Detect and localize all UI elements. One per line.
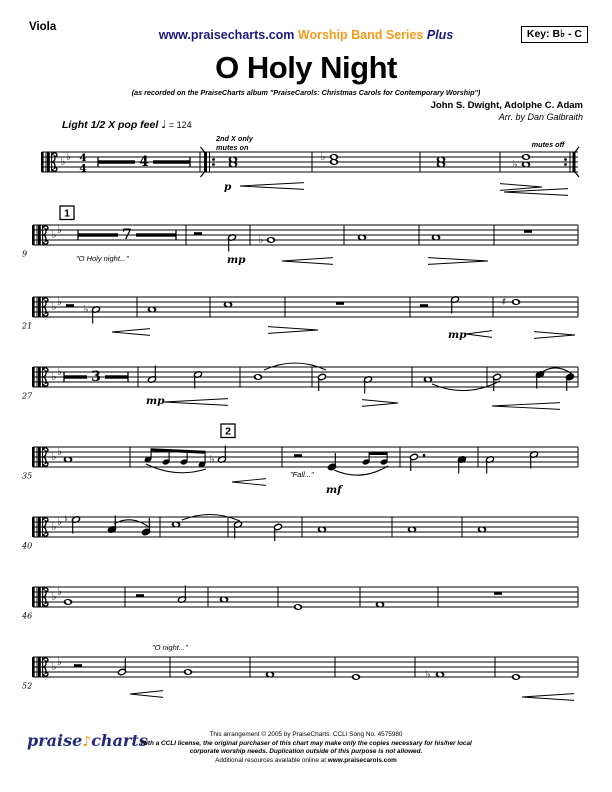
svg-text:mp: mp bbox=[146, 395, 165, 407]
svg-text:♭: ♭ bbox=[57, 655, 62, 668]
svg-text:4: 4 bbox=[79, 162, 87, 175]
tempo-bpm: = 124 bbox=[166, 120, 192, 130]
svg-text:♭: ♭ bbox=[320, 151, 326, 164]
page-title: O Holy Night bbox=[215, 50, 397, 85]
svg-text:♭: ♭ bbox=[57, 365, 62, 378]
svg-text:1: 1 bbox=[64, 207, 70, 220]
svg-text:♭: ♭ bbox=[209, 453, 215, 466]
svg-text:mp: mp bbox=[227, 254, 246, 266]
svg-text:4: 4 bbox=[139, 154, 149, 171]
svg-text:♭: ♭ bbox=[83, 303, 89, 316]
svg-text:"O Holy night...": "O Holy night..." bbox=[76, 254, 129, 263]
svg-text:♭: ♭ bbox=[51, 660, 57, 673]
svg-text:2nd X only: 2nd X only bbox=[216, 134, 253, 143]
svg-text:35: 35 bbox=[22, 471, 33, 481]
svg-text:4: 4 bbox=[79, 151, 87, 164]
svg-text:7: 7 bbox=[122, 227, 132, 244]
svg-text:♭: ♭ bbox=[57, 223, 62, 236]
svg-text:♭: ♭ bbox=[51, 520, 57, 533]
svg-text:♭: ♭ bbox=[60, 155, 66, 168]
banner-plus: Plus bbox=[426, 28, 454, 42]
music-system-6 bbox=[21, 514, 578, 551]
svg-text:♭: ♭ bbox=[66, 150, 71, 163]
copyright-line2: With a CCLI license, the original purchaser of this chart may make only the copies necessary for his/her local bbox=[140, 739, 472, 747]
arranger-name: Arr. by Dan Galbraith bbox=[498, 111, 583, 122]
music-system-8 bbox=[22, 643, 578, 700]
music-system-5 bbox=[22, 446, 578, 497]
svg-text:♭: ♭ bbox=[57, 295, 62, 308]
music-note-icon: ♪ bbox=[82, 734, 92, 750]
svg-text:"Fall...": "Fall..." bbox=[290, 470, 314, 479]
svg-text:p: p bbox=[224, 181, 232, 193]
svg-text:"O night...": "O night..." bbox=[152, 643, 188, 652]
svg-text:mutes on: mutes on bbox=[216, 143, 249, 152]
svg-text:mp: mp bbox=[448, 329, 467, 341]
svg-text:♭: ♭ bbox=[51, 450, 57, 463]
music-system-7 bbox=[21, 586, 578, 621]
svg-text:21: 21 bbox=[22, 321, 33, 331]
svg-text:mutes off: mutes off bbox=[531, 140, 565, 149]
svg-text:40: 40 bbox=[22, 541, 33, 551]
svg-text:♭: ♭ bbox=[51, 300, 57, 313]
key-box: Key: B♭ - C bbox=[521, 26, 588, 43]
svg-text:3: 3 bbox=[91, 369, 101, 386]
quarter-note-icon: ♩ bbox=[161, 118, 167, 131]
svg-text:♭: ♭ bbox=[258, 234, 264, 247]
svg-text:♭: ♭ bbox=[425, 668, 431, 681]
copyright-line3: corporate worship needs. Duplication outside of this purpose is not allowed. bbox=[189, 748, 423, 756]
svg-text:2: 2 bbox=[225, 425, 231, 438]
composer-names: John S. Dwight, Adolphe C. Adam bbox=[430, 100, 583, 111]
svg-text:52: 52 bbox=[22, 681, 33, 691]
svg-text:9: 9 bbox=[22, 249, 28, 259]
svg-text:♮: ♮ bbox=[64, 513, 68, 526]
logo-charts: charts bbox=[91, 731, 148, 750]
svg-text:mf: mf bbox=[326, 484, 342, 496]
svg-text:♯: ♯ bbox=[501, 296, 507, 309]
svg-text:46: 46 bbox=[22, 611, 33, 621]
svg-text:♭: ♭ bbox=[57, 585, 62, 598]
svg-text:♭: ♭ bbox=[51, 590, 57, 603]
banner-series: Worship Band Series bbox=[294, 28, 427, 42]
music-system-1 bbox=[41, 134, 579, 195]
music-system-4 bbox=[21, 363, 578, 438]
instrument-label: Viola bbox=[29, 21, 57, 33]
music-system-3 bbox=[21, 296, 578, 341]
svg-text:♭: ♭ bbox=[57, 515, 62, 528]
svg-text:♭: ♭ bbox=[51, 228, 57, 241]
copyright-block bbox=[120, 731, 492, 766]
banner-url: www.praisecharts.com bbox=[158, 28, 295, 42]
svg-text:27: 27 bbox=[22, 391, 33, 401]
music-system-2 bbox=[22, 206, 578, 266]
album-subtitle: (as recorded on the PraiseCharts album "PraiseCarols: Christmas Carols for Contemporary Worship") bbox=[131, 88, 481, 97]
tempo-text: Light 1/2 X pop feel bbox=[62, 119, 159, 131]
copyright-line4: Additional resources available online at www.praisecarols.com bbox=[215, 756, 397, 764]
logo-praise: praise bbox=[27, 731, 83, 750]
copyright-line1: This arrangement © 2005 by PraiseCharts. CCLI Song No. 4575980 bbox=[209, 731, 403, 738]
svg-text:♭: ♭ bbox=[512, 158, 518, 171]
svg-text:♭: ♭ bbox=[57, 445, 62, 458]
svg-text:♭: ♭ bbox=[51, 370, 57, 383]
